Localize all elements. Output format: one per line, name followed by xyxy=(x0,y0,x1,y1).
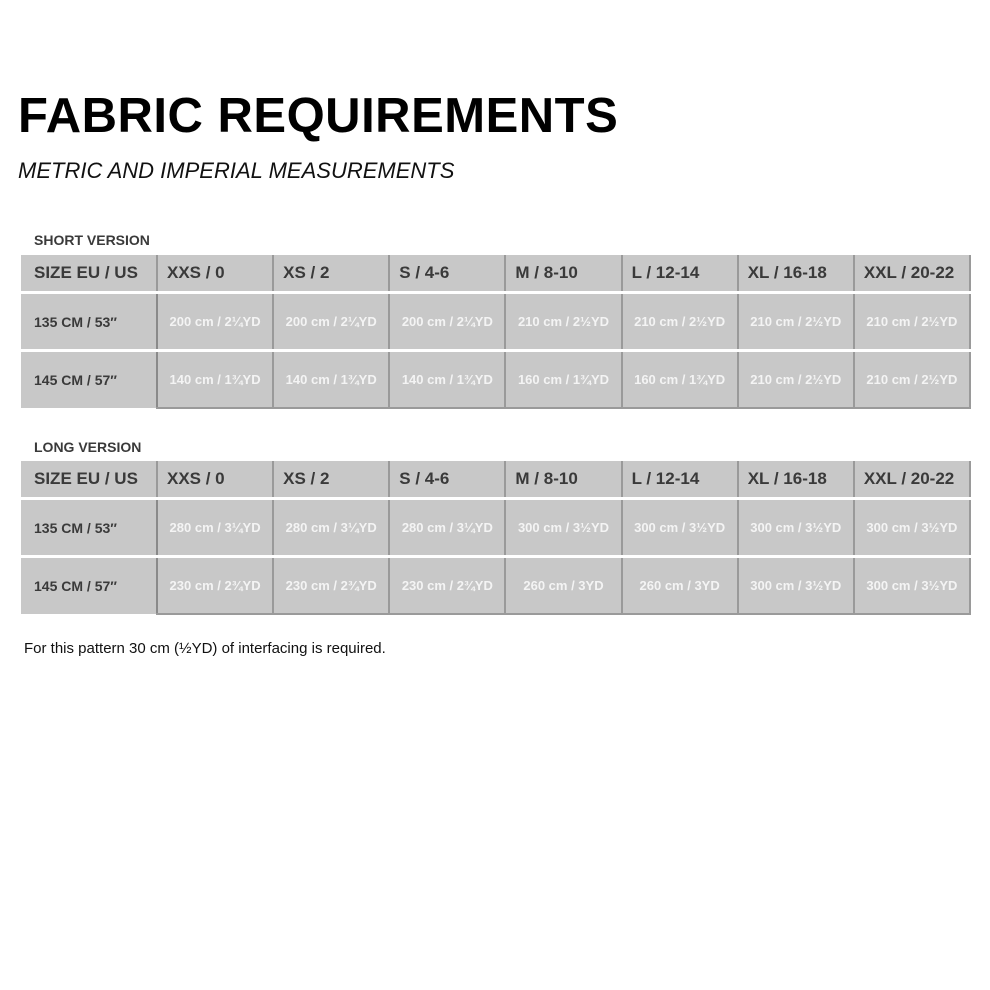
table-row xyxy=(21,557,970,615)
size-col-header: XXS / 0 xyxy=(157,461,273,499)
fabric-amount-cell: 160 cm / 1¾YD xyxy=(505,351,621,409)
fabric-amount-cell: 280 cm / 3¼YD xyxy=(157,499,273,557)
page-subtitle: METRIC AND IMPERIAL MEASUREMENTS xyxy=(18,158,455,183)
fabric-width-label: 145 CM / 57″ xyxy=(21,557,157,615)
fabric-amount-cell: 140 cm / 1¾YD xyxy=(389,351,505,409)
fabric-amount-cell: 300 cm / 3½YD xyxy=(854,499,970,557)
fabric-amount-cell: 200 cm / 2¼YD xyxy=(389,293,505,351)
size-col-header: S / 4-6 xyxy=(389,255,505,293)
fabric-amount-cell: 200 cm / 2¼YD xyxy=(273,293,389,351)
short-version-label: SHORT VERSION xyxy=(34,232,150,248)
size-col-header: S / 4-6 xyxy=(389,461,505,499)
size-col-header: L / 12-14 xyxy=(622,255,738,293)
fabric-amount-cell: 300 cm / 3½YD xyxy=(738,557,854,615)
size-header: SIZE EU / US xyxy=(21,461,157,499)
table-row xyxy=(21,351,970,409)
size-col-header: XXL / 20-22 xyxy=(854,255,970,293)
size-col-header: M / 8-10 xyxy=(505,461,621,499)
long-version-table xyxy=(21,461,971,615)
fabric-amount-cell: 260 cm / 3YD xyxy=(505,557,621,615)
fabric-width-label: 135 CM / 53″ xyxy=(21,499,157,557)
fabric-amount-cell: 160 cm / 1¾YD xyxy=(622,351,738,409)
fabric-amount-cell: 300 cm / 3½YD xyxy=(622,499,738,557)
size-col-header: XXS / 0 xyxy=(157,255,273,293)
fabric-amount-cell: 210 cm / 2½YD xyxy=(505,293,621,351)
fabric-amount-cell: 300 cm / 3½YD xyxy=(505,499,621,557)
size-header: SIZE EU / US xyxy=(21,255,157,293)
size-col-header: XL / 16-18 xyxy=(738,255,854,293)
long-version-label: LONG VERSION xyxy=(34,439,142,455)
size-col-header: XL / 16-18 xyxy=(738,461,854,499)
fabric-amount-cell: 230 cm / 2¾YD xyxy=(389,557,505,615)
fabric-amount-cell: 140 cm / 1¾YD xyxy=(273,351,389,409)
size-col-header: XS / 2 xyxy=(273,461,389,499)
fabric-amount-cell: 300 cm / 3½YD xyxy=(738,499,854,557)
fabric-amount-cell: 260 cm / 3YD xyxy=(622,557,738,615)
fabric-amount-cell: 210 cm / 2½YD xyxy=(738,351,854,409)
long-header-row xyxy=(21,461,970,499)
fabric-amount-cell: 280 cm / 3¼YD xyxy=(389,499,505,557)
interfacing-note: For this pattern 30 cm (½YD) of interfacing is required. xyxy=(24,640,386,657)
fabric-width-label: 135 CM / 53″ xyxy=(21,293,157,351)
fabric-amount-cell: 230 cm / 2¾YD xyxy=(273,557,389,615)
fabric-amount-cell: 230 cm / 2¾YD xyxy=(157,557,273,615)
fabric-amount-cell: 210 cm / 2½YD xyxy=(854,351,970,409)
short-version-table xyxy=(21,255,971,409)
page-title: FABRIC REQUIREMENTS xyxy=(18,89,619,143)
fabric-amount-cell: 210 cm / 2½YD xyxy=(622,293,738,351)
fabric-amount-cell: 210 cm / 2½YD xyxy=(854,293,970,351)
fabric-amount-cell: 300 cm / 3½YD xyxy=(854,557,970,615)
size-col-header: M / 8-10 xyxy=(505,255,621,293)
fabric-width-label: 145 CM / 57″ xyxy=(21,351,157,409)
fabric-amount-cell: 210 cm / 2½YD xyxy=(738,293,854,351)
fabric-amount-cell: 200 cm / 2¼YD xyxy=(157,293,273,351)
table-row xyxy=(21,293,970,351)
table-row xyxy=(21,499,970,557)
fabric-amount-cell: 140 cm / 1¾YD xyxy=(157,351,273,409)
size-col-header: L / 12-14 xyxy=(622,461,738,499)
fabric-amount-cell: 280 cm / 3¼YD xyxy=(273,499,389,557)
size-col-header: XXL / 20-22 xyxy=(854,461,970,499)
short-header-row xyxy=(21,255,970,293)
size-col-header: XS / 2 xyxy=(273,255,389,293)
